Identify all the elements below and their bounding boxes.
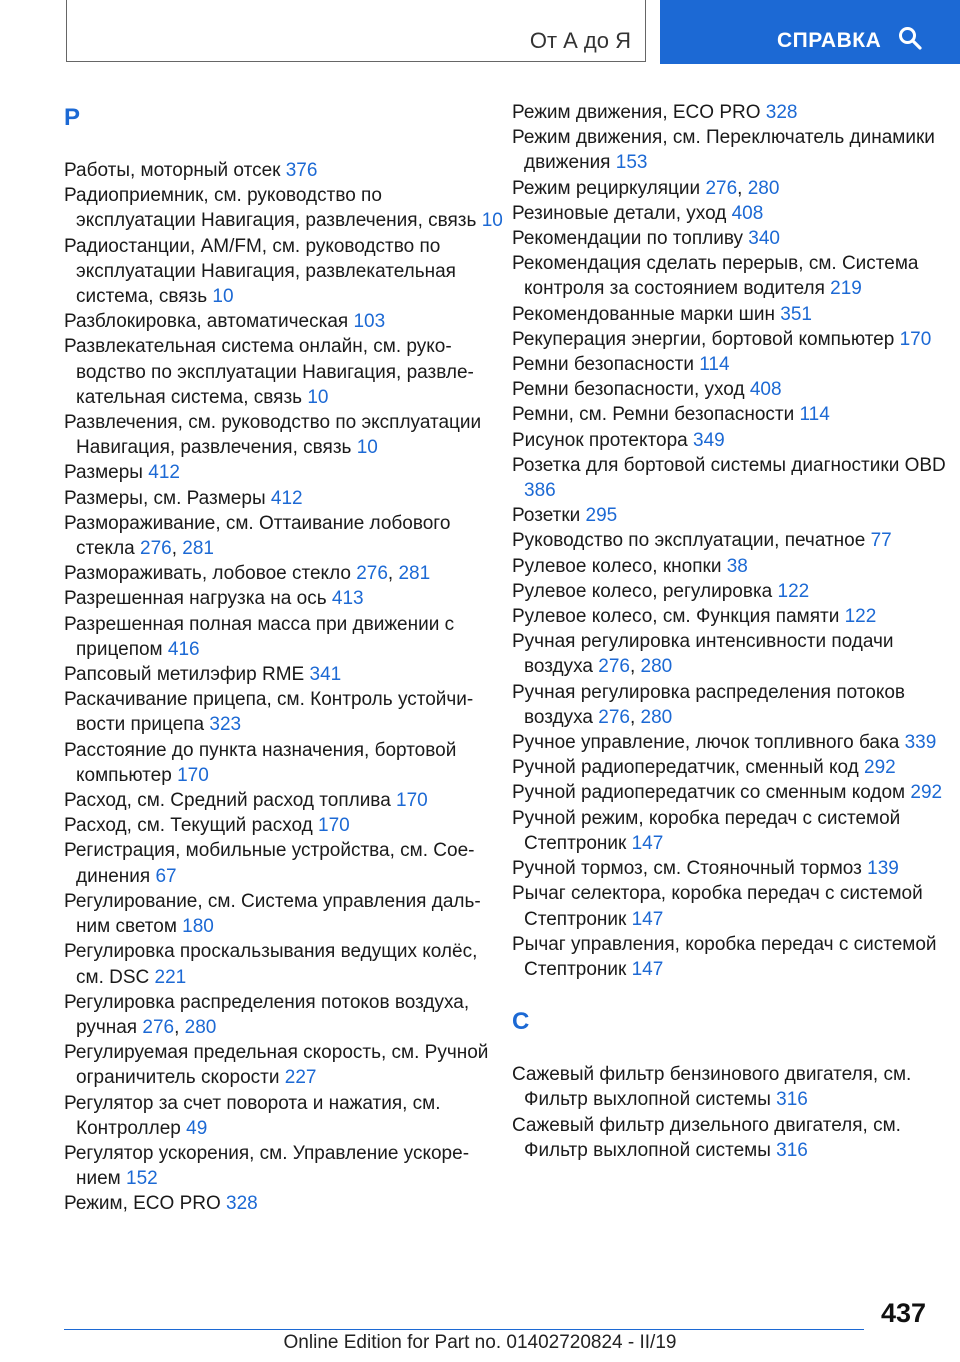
page-reference-link[interactable]: 221 <box>154 966 187 988</box>
search-icon[interactable] <box>898 26 922 50</box>
page-reference-link[interactable]: 280 <box>640 706 673 728</box>
index-entry-text: Регулировка распределения потоков воздуха, ручная <box>64 991 470 1038</box>
index-entry-text: Рулевое колесо, см. Функция памяти <box>512 606 845 628</box>
index-entry-text: Размеры <box>64 462 149 484</box>
page-reference-link[interactable]: 38 <box>726 555 748 577</box>
page-reference-link[interactable]: 276 <box>598 706 630 728</box>
index-entry <box>512 251 952 301</box>
index-entry <box>64 561 504 586</box>
index-entry <box>512 579 952 604</box>
index-entry-text: Ручной режим, коробка передач с системой Стептроник <box>512 807 901 854</box>
index-entry <box>512 680 952 730</box>
page-reference-link[interactable]: 180 <box>182 916 214 938</box>
index-entry <box>512 629 952 679</box>
page-reference-link[interactable]: 122 <box>844 606 877 628</box>
page-reference-link[interactable]: 10 <box>307 386 329 408</box>
page-reference-link[interactable]: 170 <box>396 790 428 812</box>
index-entry <box>64 939 504 989</box>
index-entry <box>512 780 952 805</box>
page-reference-link[interactable]: 276 <box>705 177 738 199</box>
footer-divider <box>64 1329 864 1330</box>
page-reference-link[interactable]: 292 <box>910 782 943 804</box>
index-letter-heading: С <box>512 1008 530 1036</box>
top-navigation <box>0 0 960 66</box>
page-reference-link[interactable]: 408 <box>731 202 764 224</box>
index-entry-list <box>64 158 504 1217</box>
page-reference-link[interactable]: 351 <box>780 303 812 325</box>
page-reference-link[interactable]: 152 <box>126 1168 158 1190</box>
index-entry-text: Резиновые детали, уход <box>512 202 732 224</box>
page-reference-link[interactable]: 349 <box>693 429 725 451</box>
index-entry-text: Размеры, см. Размеры <box>64 487 271 509</box>
index-entry <box>64 889 504 939</box>
index-entry <box>512 201 952 226</box>
index-entry <box>512 453 952 503</box>
index-entry <box>64 586 504 611</box>
page-reference-link[interactable]: 276 <box>140 538 172 560</box>
index-entry-text: Работы, моторный отсек <box>64 160 286 181</box>
index-entry-text: Рекуперация энергии, бортовой компьютер <box>512 328 900 350</box>
index-entry <box>64 813 504 838</box>
page-reference-link[interactable]: 147 <box>631 908 664 930</box>
index-entry-text: Сажевый фильтр бензинового двигателя, см. Фильтр выхлопной системы <box>512 1064 912 1111</box>
index-entry-text: Развлечения, см. руководство по эксплуатации Навигация, развлечения, связь <box>64 412 482 459</box>
page-ref-separator: , <box>629 706 641 728</box>
page-reference-link[interactable]: 122 <box>777 580 810 602</box>
index-entry <box>512 881 952 931</box>
index-entry-text: Режим, ECO PRO <box>64 1193 227 1215</box>
index-entry <box>512 932 952 982</box>
index-entry <box>64 234 504 310</box>
index-entry <box>64 838 504 888</box>
page-reference-link[interactable]: 341 <box>309 664 342 686</box>
page-reference-link[interactable]: 170 <box>177 764 209 786</box>
index-entry-text: Ручное управление, лючок топливного бака <box>512 732 905 754</box>
index-entry <box>64 486 504 511</box>
index-entry <box>64 410 504 460</box>
index-entry-text: Ручной тормоз, см. Стояночный тормоз <box>512 858 868 880</box>
index-entry <box>64 158 504 183</box>
page-reference-link[interactable]: 67 <box>155 865 177 887</box>
index-entry <box>64 309 504 334</box>
page-reference-link[interactable]: 227 <box>284 1067 317 1089</box>
index-entry-text: Рисунок протектора <box>512 429 693 451</box>
page-reference-link[interactable]: 416 <box>167 638 200 660</box>
index-entry-text: Рекомендации по топливу <box>512 228 749 250</box>
index-entry-text: Рекомендация сделать перерыв, см. Система контроля за состоянием водителя <box>512 253 919 300</box>
index-entry <box>512 428 952 453</box>
index-entry <box>512 730 952 755</box>
index-entry-text: Ремни безопасности <box>512 354 700 376</box>
page-reference-link[interactable]: 316 <box>776 1139 808 1161</box>
index-entry-text: Руководство по эксплуатации, печатное <box>512 530 871 552</box>
index-entry-text: Расход, см. Текущий расход <box>64 815 319 837</box>
index-entry <box>64 460 504 485</box>
index-entry <box>512 554 952 579</box>
index-entry <box>64 511 504 561</box>
index-entry-text: Сажевый фильтр дизельного двигателя, см. Фильтр выхлопной системы <box>512 1114 901 1161</box>
page-reference-link[interactable]: 412 <box>148 462 180 484</box>
index-entry <box>64 1191 504 1216</box>
index-entry-text: Розетки <box>512 505 586 527</box>
index-entry-text: Разблокировка, автоматическая <box>64 311 354 333</box>
page-ref-separator: , <box>737 177 748 199</box>
page-reference-link[interactable]: 295 <box>585 505 618 527</box>
index-entry-text: Рулевое колесо, регулировка <box>512 580 778 602</box>
page-reference-link[interactable]: 328 <box>226 1193 258 1215</box>
tab-help[interactable] <box>660 0 960 64</box>
index-entry-text: Рекомендованные марки шин <box>512 303 781 325</box>
page-reference-link[interactable]: 170 <box>899 328 932 350</box>
index-entry <box>512 352 952 377</box>
index-entry <box>512 176 952 201</box>
page-reference-link[interactable]: 316 <box>776 1089 808 1111</box>
index-entry-text: Рычаг селектора, коробка передач с системой Стептроник <box>512 883 923 930</box>
index-entry <box>64 990 504 1040</box>
page-reference-link[interactable]: 413 <box>331 588 364 610</box>
index-entry <box>512 302 952 327</box>
page-reference-link[interactable]: 276 <box>598 656 630 678</box>
page-reference-link[interactable]: 139 <box>867 858 899 880</box>
index-entry <box>64 738 504 788</box>
page-reference-link[interactable]: 219 <box>830 278 862 300</box>
page-reference-link[interactable]: 10 <box>212 286 234 308</box>
index-entry <box>512 100 952 125</box>
index-entry-text: Развлекательная система онлайн, см. руководство по эксплуатации Навигация, развлекательная система, связь <box>64 336 474 408</box>
index-entry-text: Размораживание, см. Оттаивание лобового стекла <box>64 512 451 560</box>
page-reference-link[interactable]: 114 <box>699 354 730 376</box>
index-entry-text: Режим движения, см. Переключатель динамики движения <box>512 127 935 174</box>
page-reference-link[interactable]: 10 <box>481 210 503 232</box>
index-entry-text: Ручной радиопередатчик, сменный код <box>512 757 865 779</box>
page-reference-link[interactable]: 170 <box>318 815 350 837</box>
index-entry-text: Розетка для бортовой системы диагностики OBD <box>512 454 946 476</box>
page-reference-link[interactable]: 10 <box>356 437 378 459</box>
index-entry-text: Раскачивание прицепа, см. Контроль устойчивости прицепа <box>64 689 474 736</box>
page-reference-link[interactable]: 147 <box>631 832 664 854</box>
index-entry <box>512 806 952 856</box>
page-ref-separator: , <box>171 538 183 560</box>
page-reference-link[interactable]: 153 <box>615 152 648 174</box>
index-entry-text: Рапсовый метилэфир RME <box>64 664 310 686</box>
page-reference-link[interactable]: 323 <box>209 714 242 736</box>
page-reference-link[interactable]: 386 <box>524 480 556 502</box>
index-entry <box>512 377 952 402</box>
index-entry-text: Регулятор ускорения, см. Управление ускорением <box>64 1142 470 1190</box>
index-entry <box>512 1062 952 1112</box>
page-reference-link[interactable]: 280 <box>184 1016 217 1038</box>
page-reference-link[interactable]: 276 <box>356 563 388 585</box>
page-reference-link[interactable]: 103 <box>353 311 386 333</box>
index-entry <box>512 503 952 528</box>
index-entry-text: Радиостанции, AM/FM, см. руководство по эксплуатации Навигация, развлекательная система, связь <box>64 235 456 308</box>
page-reference-link[interactable]: 412 <box>270 487 303 509</box>
page-reference-link[interactable]: 281 <box>398 563 431 585</box>
page-number: 437 <box>880 1298 926 1328</box>
index-entry <box>64 1141 504 1191</box>
index-entry <box>64 334 504 410</box>
index-entry <box>64 687 504 737</box>
index-entry-text: Расстояние до пункта назначения, бортовой компьютер <box>64 739 457 786</box>
index-entry-text: Регулируемая предельная скорость, см. Ручной ограничитель скорости <box>64 1042 489 1089</box>
index-entry-text: Режим движения, ECO PRO <box>512 102 766 123</box>
tab-help-label: СПРАВКА <box>777 29 882 52</box>
index-entry-text: Ручная регулировка распределения потоков воздуха <box>512 681 906 728</box>
index-entry-list <box>512 100 952 982</box>
index-entry-text: Ремни, см. Ремни безопасности <box>512 404 800 426</box>
index-entry <box>512 604 952 629</box>
index-entry-text: Регистрация, мобильные устройства, см. Соединения <box>64 840 475 887</box>
page-reference-link[interactable]: 147 <box>631 958 664 980</box>
index-entry-text: Режим рециркуляции <box>512 177 706 199</box>
index-letter-heading: Р <box>64 104 81 131</box>
index-entry-text: Рулевое колесо, кнопки <box>512 555 727 577</box>
page-ref-separator: , <box>387 563 399 585</box>
page-ref-separator: , <box>174 1016 185 1038</box>
index-entry-text: Регулировка проскальзывания ведущих колёс, см. DSC <box>64 941 478 988</box>
index-entry-text: Ремни безопасности, уход <box>512 379 750 401</box>
index-entry-list <box>512 1062 952 1163</box>
page-reference-link[interactable]: 280 <box>640 656 673 678</box>
index-entry <box>64 788 504 813</box>
index-entry <box>512 327 952 352</box>
page-reference-link[interactable]: 339 <box>904 732 937 754</box>
index-column-left <box>64 100 504 1217</box>
index-entry <box>512 528 952 553</box>
index-entry-text: Рычаг управления, коробка передач с системой Стептроник <box>512 933 937 980</box>
page-reference-link[interactable]: 49 <box>186 1117 208 1139</box>
index-column-right <box>512 100 952 1163</box>
footer-edition-text: Online Edition for Part no. 01402720824 - II/19 <box>283 1332 677 1353</box>
index-entry-text: Расход, см. Средний расход топлива <box>64 790 397 812</box>
index-entry-text: Разрешенная полная масса при движении с прицепом <box>64 613 455 660</box>
page-reference-link[interactable]: 77 <box>870 530 892 552</box>
index-entry <box>512 1113 952 1163</box>
index-entry-text: Ручной радиопередатчик со сменным кодом <box>512 782 911 804</box>
index-entry <box>512 755 952 780</box>
index-entry-text: Регулирование, см. Система управления дальним светом <box>64 890 481 938</box>
index-entry <box>64 183 504 233</box>
index-entry-text: Размораживать, лобовое стекло <box>64 563 357 585</box>
page-reference-link[interactable]: 114 <box>799 404 830 426</box>
index-entry-text: Разрешенная нагрузка на ось <box>64 588 332 610</box>
index-entry <box>64 1040 504 1090</box>
index-entry <box>512 226 952 251</box>
index-entry <box>64 662 504 687</box>
page-reference-link[interactable]: 340 <box>748 228 780 250</box>
page-reference-link[interactable]: 376 <box>285 160 318 181</box>
page-ref-separator: , <box>629 656 641 678</box>
index-entry <box>512 856 952 881</box>
page-reference-link[interactable]: 280 <box>747 177 780 199</box>
index-entry <box>512 402 952 427</box>
index-entry <box>512 125 952 175</box>
page-reference-link[interactable]: 328 <box>765 102 798 123</box>
index-entry <box>64 612 504 662</box>
index-entry-text: Радиоприемник, см. руководство по эксплуатации Навигация, развлечения, связь <box>64 185 482 232</box>
tab-a-to-z[interactable] <box>66 0 646 62</box>
page-reference-link[interactable]: 408 <box>749 379 782 401</box>
tab-a-to-z-label: От А до Я <box>529 28 631 53</box>
page-reference-link[interactable]: 281 <box>182 538 214 560</box>
index-entry <box>64 1091 504 1141</box>
page-reference-link[interactable]: 292 <box>864 757 896 779</box>
index-entry-text: Ручная регулировка интенсивности подачи воздуха <box>512 631 894 678</box>
page-reference-link[interactable]: 276 <box>142 1016 175 1038</box>
index-entry-text: Регулятор за счет поворота и нажатия, см. Контроллер <box>64 1092 441 1139</box>
